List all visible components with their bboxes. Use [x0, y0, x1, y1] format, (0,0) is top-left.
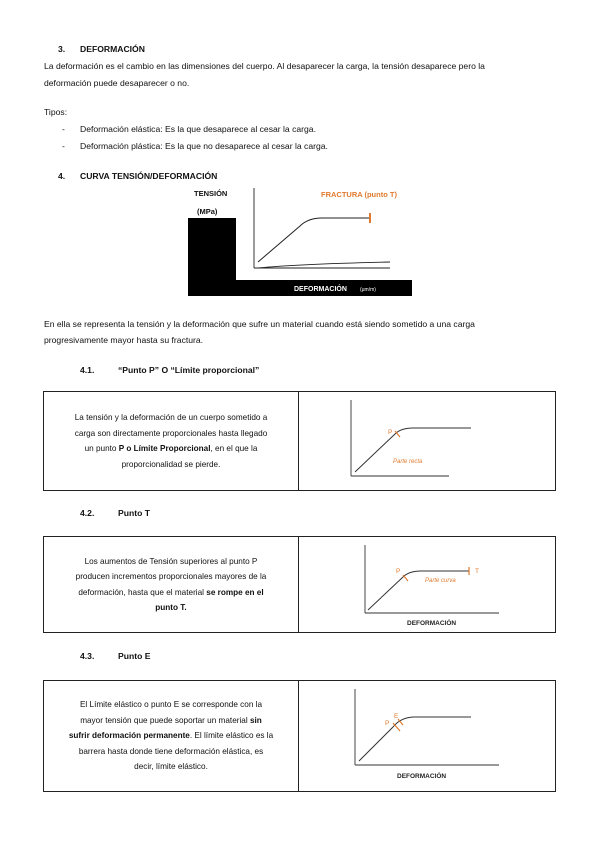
table-42-figure-cell [299, 537, 555, 632]
g41-curve [355, 428, 471, 472]
graph-43 [299, 681, 554, 791]
section-41-number: 4.1. [80, 365, 95, 375]
section-3-number: 3. [58, 44, 66, 54]
t43-line2b: sin [249, 715, 262, 725]
table-41 [43, 391, 556, 491]
g43-p-mark [393, 723, 400, 731]
t41-line1: La tensión y la deformación de un cuerpo sometido a [74, 413, 268, 422]
section-42-number: 4.2. [80, 508, 95, 518]
g42-p-mark [403, 575, 408, 581]
graph-41 [299, 392, 554, 490]
t43-line1: El Límite elástico o punto E se corresponde con la [79, 700, 263, 710]
table-41-text-cell [44, 392, 299, 490]
table-41-figure-cell [299, 392, 555, 490]
section-3-line1: La deformación es el cambio en las dimensiones del cuerpo. Al desaparecer la carga, la tensión desaparece pero la [44, 61, 485, 71]
t42-line2: producen incrementos proporcionales mayores de la [75, 572, 267, 581]
g43-e-label: E [394, 713, 399, 720]
t42-line4 [76, 600, 267, 616]
t42-line1: Los aumentos de Tensión superiores al punto P [84, 556, 258, 566]
table-41-text [65, 410, 278, 472]
xlabel-unit: (μm/m) [360, 287, 376, 293]
g42-t-label: T [475, 568, 479, 575]
t41-line3a: un punto [84, 444, 119, 453]
section-4-line1: En ella se representa la tensión y la deformación que sufre un material cuando está siendo sometido a una carga [44, 319, 475, 329]
section-4-number: 4. [58, 171, 66, 181]
t43-line4: barrera hasta donde tiene deformación elástica, es [78, 746, 264, 756]
section-43-title: Punto E [118, 651, 151, 661]
table-43-text [59, 697, 283, 775]
table-42-text-cell [44, 537, 299, 632]
t43-line3b: . El límite elástico es la [189, 731, 274, 741]
tipos-bullet-2: - [62, 141, 65, 151]
ylabel-mpa: (MPa) [197, 207, 218, 216]
t43-line2 [69, 713, 273, 729]
section-3-line2: deformación puede desaparecer o no. [44, 78, 190, 88]
tipos-bullet-1: - [62, 124, 65, 134]
t43-line5: decir, límite elástico. [134, 762, 208, 772]
ylabel-tension: TENSIÓN [194, 189, 228, 198]
t42-line3b: se rompe en el [206, 587, 264, 597]
table-42-text [66, 554, 277, 616]
table-43-text-cell [44, 681, 299, 791]
g42-p-label: P [396, 568, 401, 575]
t41-line3b: P o Límite Proporcional [118, 444, 211, 453]
tipos-label: Tipos: [44, 107, 68, 117]
section-4-title: CURVA TENSIÓN/DEFORMACIÓN [80, 171, 218, 181]
t42-line4b: punto T. [155, 603, 187, 612]
t41-line4: proporcionalidad se pierde. [121, 459, 221, 469]
section-42-title: Punto T [118, 508, 150, 518]
xlabel-deformacion: DEFORMACIÓN [294, 286, 347, 293]
g43-curve [359, 717, 471, 761]
stress-strain-svg [188, 182, 412, 296]
section-41-title: “Punto P” O “Límite proporcional” [118, 365, 260, 375]
t43-line2a: mayor tensión que puede soportar un material [80, 715, 250, 725]
table-42 [43, 536, 556, 633]
g42-curve [368, 571, 469, 610]
t42-line3a: deformación, hasta que el material [78, 587, 207, 597]
g43-p-label: P [385, 720, 390, 727]
stress-strain-figure [188, 182, 412, 296]
tipos-item-2: Deformación plástica: Es la que no desaparece al cesar la carga. [80, 141, 328, 151]
t43-line3a: sufrir deformación permanente [68, 731, 190, 741]
t41-line3 [75, 441, 268, 457]
fractura-label: FRACTURA (punto T) [321, 190, 397, 199]
t43-line3 [69, 728, 273, 744]
t41-line3c: , en el que la [210, 444, 258, 453]
g42-parte-curva: Parte curva [425, 578, 456, 584]
table-43-figure-cell [299, 681, 555, 791]
t42-line3 [76, 585, 267, 601]
table-43 [43, 680, 556, 792]
g42-xlabel: DEFORMACIÓN [407, 620, 457, 627]
tipos-item-1: Deformación elástica: Es la que desaparece al cesar la carga. [80, 124, 316, 134]
t41-line2: carga son directamente proporcionales hasta llegado [74, 428, 268, 438]
g43-xlabel: DEFORMACIÓN [397, 773, 447, 780]
graph-42 [299, 537, 554, 632]
g41-p-label: P [388, 429, 393, 436]
section-4-line2: progresivamente mayor hasta su fractura. [44, 335, 204, 345]
section-3-title: DEFORMACIÓN [80, 44, 145, 54]
g41-parte-recta: Parte recta [393, 459, 423, 465]
section-43-number: 4.3. [80, 651, 95, 661]
